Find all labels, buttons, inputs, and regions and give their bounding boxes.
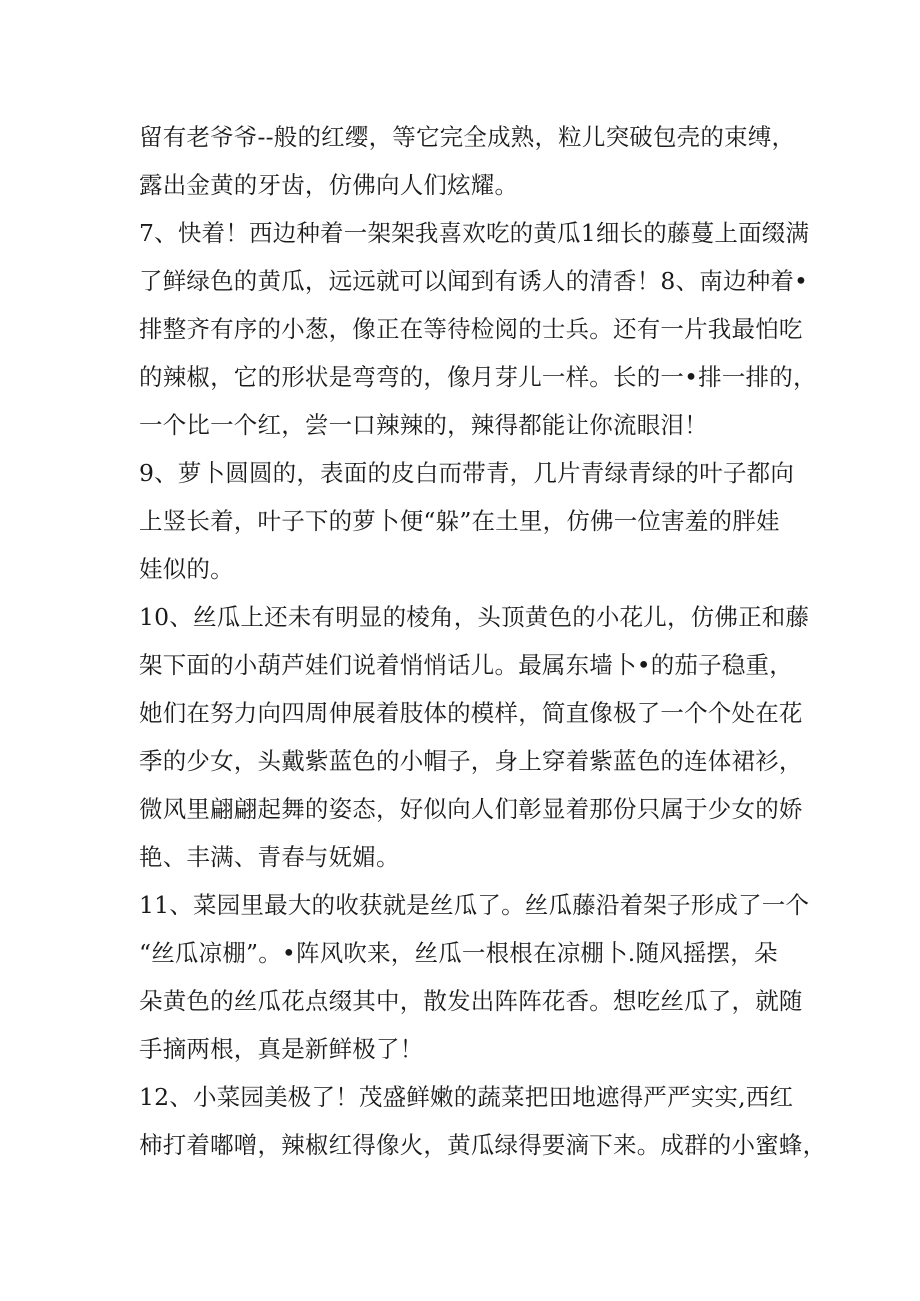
- text-line: “丝瓜凉棚”。•阵风吹来，丝瓜一根根在凉棚卜.随风摇摆，朵: [139, 939, 778, 967]
- text-line: 艳、丰满、青春与妩媚。: [139, 843, 400, 871]
- text-line: 上竖长着，叶子下的萝卜便“躲”在土里，仿佛一位害羞的胖娃: [139, 507, 780, 535]
- body-text: [139, 113, 827, 1169]
- text-line: 10、丝瓜上还未有明显的棱角，头顶黄色的小花儿，仿佛正和藤: [139, 603, 810, 631]
- text-line: 娃似的。: [139, 555, 234, 583]
- text-line: 柿打着嘟噌，辣椒红得像火，黄瓜绿得要滴下来。成群的小蜜蜂，: [139, 1131, 827, 1159]
- text-line: 11、菜园里最大的收获就是丝瓜了。丝瓜藤沿着架子形成了一个: [139, 891, 810, 919]
- text-line: 9、萝卜圆圆的，表面的皮白而带青，几片青绿青绿的叶子都向: [139, 459, 795, 487]
- text-line: 架下面的小葫芦娃们说着悄悄话儿。最属东墙卜•的茄子稳重，: [139, 651, 793, 679]
- text-line: 12、小菜园美极了！茂盛鲜嫩的蔬菜把田地遮得严严实实,西红: [139, 1083, 794, 1111]
- text-line: 朵黄色的丝瓜花点缀其中，散发出阵阵花香。想吃丝瓜了，就随: [139, 987, 803, 1015]
- text-line: 微风里翩翩起舞的姿态，好似向人们彰显着那份只属于少女的娇: [139, 795, 803, 823]
- text-line: 的辣椒，它的形状是弯弯的，像月芽儿一样。长的一•排一排的，: [139, 363, 817, 391]
- text-line: 留有老爷爷--般的红缨，等它完全成熟，粒儿突破包壳的束缚，: [139, 123, 796, 151]
- text-line: 排整齐有序的小葱，像正在等待检阅的士兵。还有一片我最怕吃: [139, 315, 803, 343]
- text-line: 7、快着！西边种着一架架我喜欢吃的黄瓜1细长的藤蔓上面缀满: [139, 219, 810, 247]
- text-line: 了鲜绿色的黄瓜，远远就可以闻到有诱人的清香！8、南边种着•: [139, 267, 809, 295]
- text-line: 一个比一个红，尝一口辣辣的，辣得都能让你流眼泪！: [139, 411, 708, 439]
- text-line: 季的少女，头戴紫蓝色的小帽子，身上穿着紫蓝色的连体裙衫，: [139, 747, 803, 775]
- text-line: 她们在努力向四周伸展着肢体的模样，简直像极了一个个处在花: [139, 699, 803, 727]
- text-line: 手摘两根，真是新鲜极了！: [139, 1035, 424, 1063]
- text-line: 露出金黄的牙齿，仿佛向人们炫耀。: [139, 171, 519, 199]
